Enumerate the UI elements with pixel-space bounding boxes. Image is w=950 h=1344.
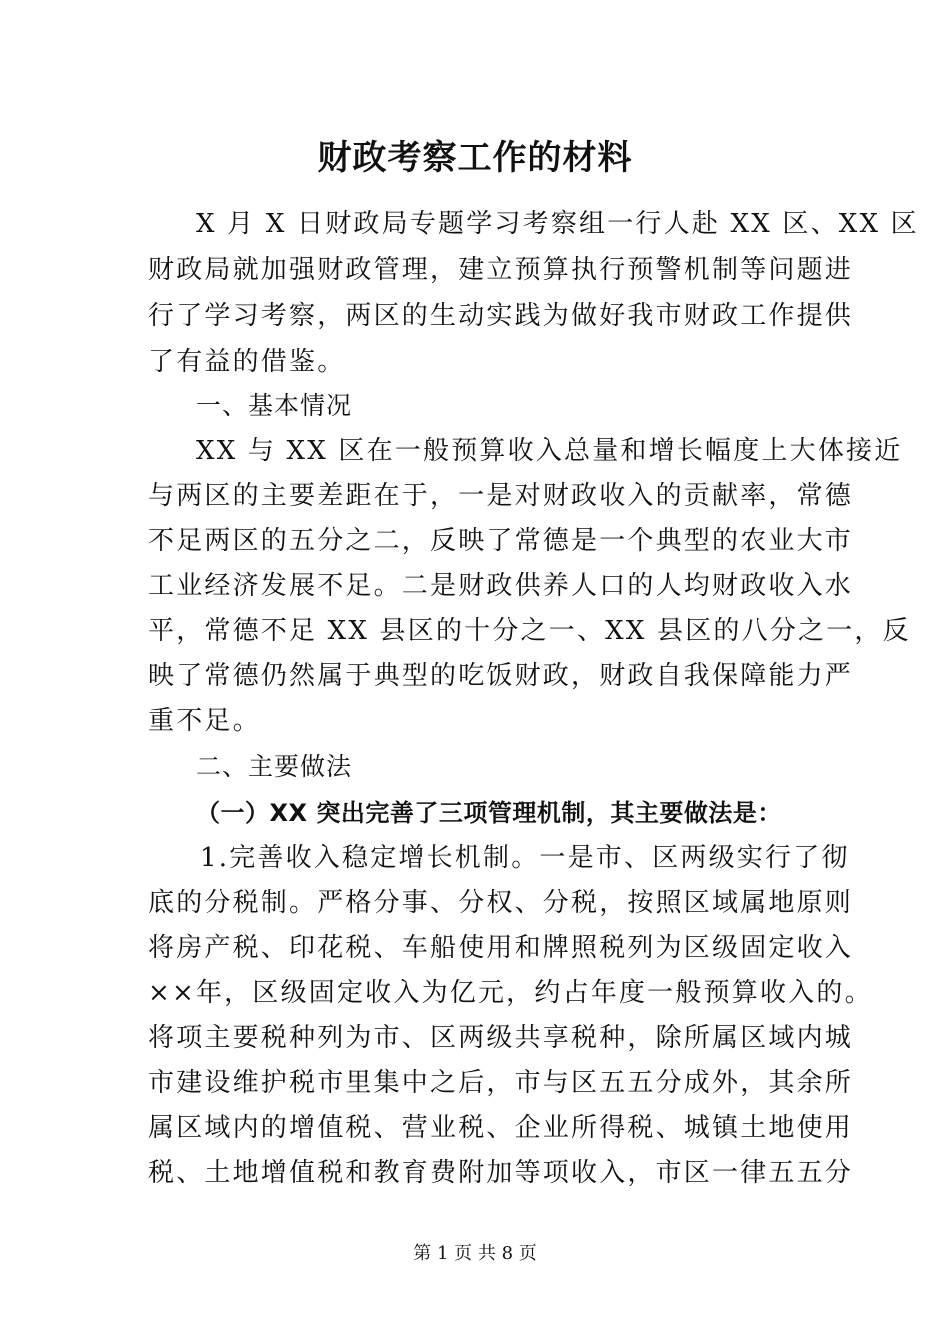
intro-line-2: 财政局就加强财政管理，建立预算执行预警机制等问题进 xyxy=(148,255,854,285)
subsection1-line-7: 属区域内的增值税、营业税、企业所得税、城镇土地使用 xyxy=(148,1113,854,1143)
subsection-heading-1: （一）XX 突出完善了三项管理机制，其主要做法是： xyxy=(196,799,782,827)
subsection1-line-5: 将项主要税种列为市、区两级共享税种，除所属区域内城 xyxy=(148,1023,854,1053)
section1-line-6: 映了常德仍然属于典型的吃饭财政，财政自我保障能力严 xyxy=(148,661,854,691)
intro-line-1: X 月 X 日财政局专题学习考察组一行人赴 XX 区、XX 区 xyxy=(196,209,919,239)
section-heading-methods: 二、主要做法 xyxy=(196,752,353,781)
section1-line-3: 不足两区的五分之二，反映了常德是一个典型的农业大市 xyxy=(148,526,854,556)
section1-line-5: 平，常德不足 XX 县区的十分之一、XX 县区的八分之一，反 xyxy=(148,616,911,646)
intro-line-3: 行了学习考察，两区的生动实践为做好我市财政工作提供 xyxy=(148,301,854,331)
subsection1-line-8: 税、土地增值税和教育费附加等项收入，市区一律五五分 xyxy=(148,1158,854,1188)
subsection1-line-4: ××年，区级固定收入为亿元，约占年度一般预算收入的。 xyxy=(148,978,873,1008)
subsection1-line-6: 市建设维护税市里集中之后，市与区五五分成外，其余所 xyxy=(148,1068,854,1098)
subsection1-line-1: 1.完善收入稳定增长机制。一是市、区两级实行了彻 xyxy=(200,843,850,873)
section-heading-basic: 一、基本情况 xyxy=(196,391,353,420)
intro-line-4: 了有益的借鉴。 xyxy=(148,347,346,377)
section1-line-1: XX 与 XX 区在一般预算收入总量和增长幅度上大体接近 xyxy=(196,436,903,466)
section1-line-4: 工业经济发展不足。二是财政供养人口的人均财政收入水 xyxy=(148,571,854,601)
subsection1-line-3: 将房产税、印花税、车船使用和牌照税列为区级固定收入 xyxy=(148,933,854,963)
section1-line-2: 与两区的主要差距在于，一是对财政收入的贡献率，常德 xyxy=(148,481,854,511)
document-title: 财政考察工作的材料 xyxy=(317,138,633,178)
subsection1-line-2: 底的分税制。严格分事、分权、分税，按照区域属地原则 xyxy=(148,888,854,918)
page-footer: 第 1 页 共 8 页 xyxy=(413,1243,537,1264)
section1-line-7: 重不足。 xyxy=(148,706,261,736)
